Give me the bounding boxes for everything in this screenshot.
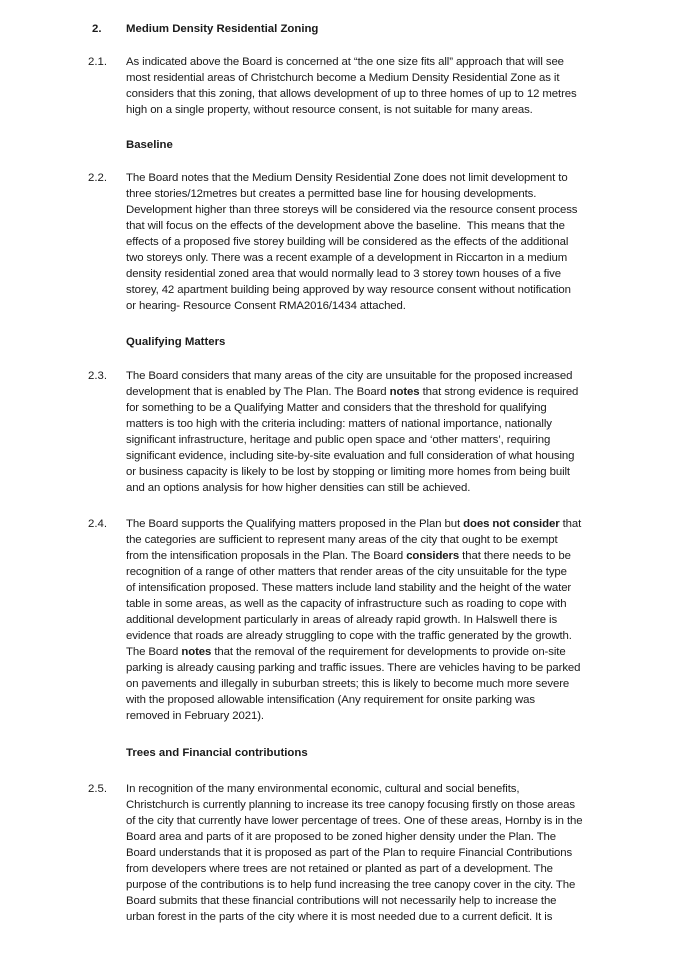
paragraph-line: that will focus on the effects of the development above the baseline. This means that the bbox=[126, 220, 565, 232]
paragraph-number: 2.2. bbox=[88, 172, 107, 184]
paragraph-line: the categories are sufficient to represent many areas of the city that ought to be exempt bbox=[126, 534, 558, 546]
paragraph-line: parking is already causing parking and traffic issues. There are vehicles having to be parked bbox=[126, 662, 581, 674]
paragraph-line: evidence that roads are already struggling to cope with the traffic generated by the growth. bbox=[126, 630, 572, 642]
paragraph-line: most residential areas of Christchurch become a Medium Density Residential Zone as it bbox=[126, 72, 560, 84]
subheading-trees-financial-contributions: Trees and Financial contributions bbox=[126, 747, 308, 759]
paragraph-line: removed in February 2021). bbox=[126, 710, 264, 722]
emphasis-does-not-consider: does not consider bbox=[463, 518, 560, 530]
paragraph-number: 2.1. bbox=[88, 56, 107, 68]
paragraph-number: 2.3. bbox=[88, 370, 107, 382]
paragraph-line: recognition of a range of other matters that render areas of the city unsuitable for the type bbox=[126, 566, 567, 578]
paragraph-number: 2.4. bbox=[88, 518, 107, 530]
paragraph-line: table in some areas, as well as the capacity of infrastructure such as roading to cope with bbox=[126, 598, 567, 610]
paragraph-line: purpose of the contributions is to help fund increasing the tree canopy cover in the city. The bbox=[126, 879, 576, 891]
paragraph-line: The Board notes that the Medium Density Residential Zone does not limit development to bbox=[126, 172, 568, 184]
paragraph-line: Christchurch is currently planning to increase its tree canopy focusing firstly on those areas bbox=[126, 799, 575, 811]
text-run: The Board supports the Qualifying matters proposed in the Plan but bbox=[126, 518, 464, 530]
emphasis-notes: notes bbox=[181, 646, 212, 658]
section-title: Medium Density Residential Zoning bbox=[126, 23, 319, 35]
paragraph-line: considers that this zoning, that allows development of up to three homes of up to 12 metres bbox=[126, 88, 577, 100]
section-number: 2. bbox=[92, 23, 102, 35]
paragraph-line: with the proposed allowable intensification (Any requirement for onsite parking was bbox=[126, 694, 535, 706]
paragraph-line: of intensification proposed. These matters include land stability and the height of the water bbox=[126, 582, 572, 594]
paragraph-line: Board understands that it is proposed as part of the Plan to require Financial Contributions bbox=[126, 847, 573, 859]
paragraph-number: 2.5. bbox=[88, 783, 107, 795]
text-run: that bbox=[559, 518, 582, 530]
text-run: that the removal of the requirement for developments to provide on-site bbox=[211, 646, 566, 658]
paragraph-line: Board area and parts of it are proposed to be zoned higher density under the Plan. The bbox=[126, 831, 557, 843]
text-run: that strong evidence is required bbox=[419, 386, 579, 398]
paragraph-line: for something to be a Qualifying Matter and considers that the threshold for qualifying bbox=[126, 402, 547, 414]
paragraph-line: or business capacity is likely to be lost by stopping or limiting more homes from being built bbox=[126, 466, 571, 478]
paragraph-line: three stories/12metres but creates a permitted base line for housing developments. bbox=[126, 188, 537, 200]
paragraph-line: In recognition of the many environmental economic, cultural and social benefits, bbox=[126, 783, 520, 795]
paragraph-line: significant infrastructure, heritage and public open space and ‘other matters’, requiring bbox=[126, 434, 551, 446]
text-run: The Board bbox=[126, 646, 182, 658]
paragraph-line: on pavements and illegally in suburban streets; this is likely to become much more severe bbox=[126, 678, 570, 690]
paragraph-line: urban forest in the parts of the city where it is most needed due to a current deficit. It is bbox=[126, 911, 553, 923]
paragraph-line: or hearing- Resource Consent RMA2016/1434 attached. bbox=[126, 300, 406, 312]
emphasis-considers: considers bbox=[406, 550, 460, 562]
subheading-qualifying-matters: Qualifying Matters bbox=[126, 336, 226, 348]
text-run: development that is enabled by The Plan. The Board bbox=[126, 386, 390, 398]
paragraph-line: additional development particularly in areas of already rapid growth. In Halswell there is bbox=[126, 614, 558, 626]
paragraph-line: significant evidence, including site-by-site evaluation and full consideration of what housing bbox=[126, 450, 575, 462]
paragraph-line: effects of a proposed five storey building will be considered as the effects of the additional bbox=[126, 236, 569, 248]
paragraph-line: matters is too high with the criteria including: matters of national importance, nationally bbox=[126, 418, 552, 430]
paragraph-line: high on a single property, without resource consent, is not suitable for many areas. bbox=[126, 104, 533, 116]
paragraph-line: from developers where trees are not retained or planted as part of a development. The bbox=[126, 863, 553, 875]
paragraph-line: of the city that currently have lower percentage of trees. One of these areas, Hornby is in the bbox=[126, 815, 583, 827]
paragraph-line: density residential zoned area that would normally lead to 3 storey town houses of a five bbox=[126, 268, 561, 280]
subheading-baseline: Baseline bbox=[126, 139, 173, 151]
paragraph-line: As indicated above the Board is concerned at “the one size fits all” approach that will see bbox=[126, 56, 564, 68]
paragraph-line: storey, 42 apartment building being approved by way resource consent without notification bbox=[126, 284, 571, 296]
paragraph-line bbox=[126, 644, 566, 660]
paragraph-line: and an options analysis for how higher densities can still be achieved. bbox=[126, 482, 471, 494]
paragraph-line bbox=[126, 516, 581, 532]
text-run: that there needs to be bbox=[459, 550, 571, 562]
paragraph-line: Development higher than three storeys will be considered via the resource consent process bbox=[126, 204, 578, 216]
paragraph-line: Board submits that these financial contributions will not necessarily help to increase the bbox=[126, 895, 557, 907]
emphasis-notes: notes bbox=[389, 386, 420, 398]
text-run: from the intensification proposals in the Plan. The Board bbox=[126, 550, 407, 562]
paragraph-line: two storeys only. There was a recent example of a development in Riccarton in a medium bbox=[126, 252, 568, 264]
paragraph-line bbox=[126, 548, 571, 564]
paragraph-line: The Board considers that many areas of the city are unsuitable for the proposed increased bbox=[126, 370, 573, 382]
paragraph-line bbox=[126, 384, 578, 400]
